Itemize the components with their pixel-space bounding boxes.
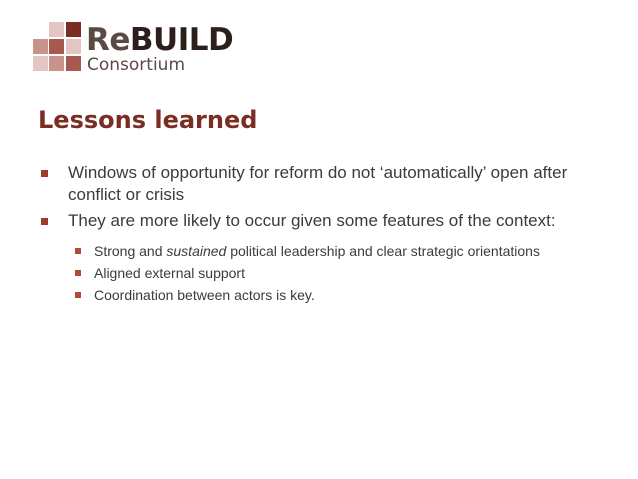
square-bullet-icon <box>72 242 94 261</box>
square-bullet-icon <box>38 210 68 232</box>
sub-bullet-text: Aligned external support <box>94 265 245 281</box>
sub-bullet-list <box>72 242 598 305</box>
square-bullet-icon <box>38 162 68 206</box>
bullet-text: They are more likely to occur given some features of the context: <box>68 211 556 230</box>
logo-prefix: Re <box>86 22 130 58</box>
square-bullet-icon <box>72 286 94 305</box>
sub-bullet-text: Coordination between actors is key. <box>94 287 315 303</box>
logo-build: BUILD <box>129 22 234 58</box>
bullet-list <box>38 162 598 308</box>
bullet-text: Windows of opportunity for reform do not ‘automatically’ open after conflict or crisis <box>68 163 568 204</box>
logo-subtitle: Consortium <box>87 55 186 75</box>
square-bullet-icon <box>72 264 94 283</box>
emphasis-text: sustained <box>166 243 227 259</box>
sub-bullet-item <box>72 286 598 305</box>
rebuild-logo <box>33 22 233 78</box>
sub-bullet-item <box>72 242 598 261</box>
bullet-item <box>38 162 598 206</box>
logo-grid-icon <box>33 22 81 74</box>
slide-title: Lessons learned <box>38 106 258 134</box>
bullet-item <box>38 210 598 232</box>
sub-bullet-item <box>72 264 598 283</box>
sub-bullet-text: Strong and sustained political leadership and clear strategic orientations <box>94 243 540 259</box>
logo-wordmark <box>86 24 233 56</box>
